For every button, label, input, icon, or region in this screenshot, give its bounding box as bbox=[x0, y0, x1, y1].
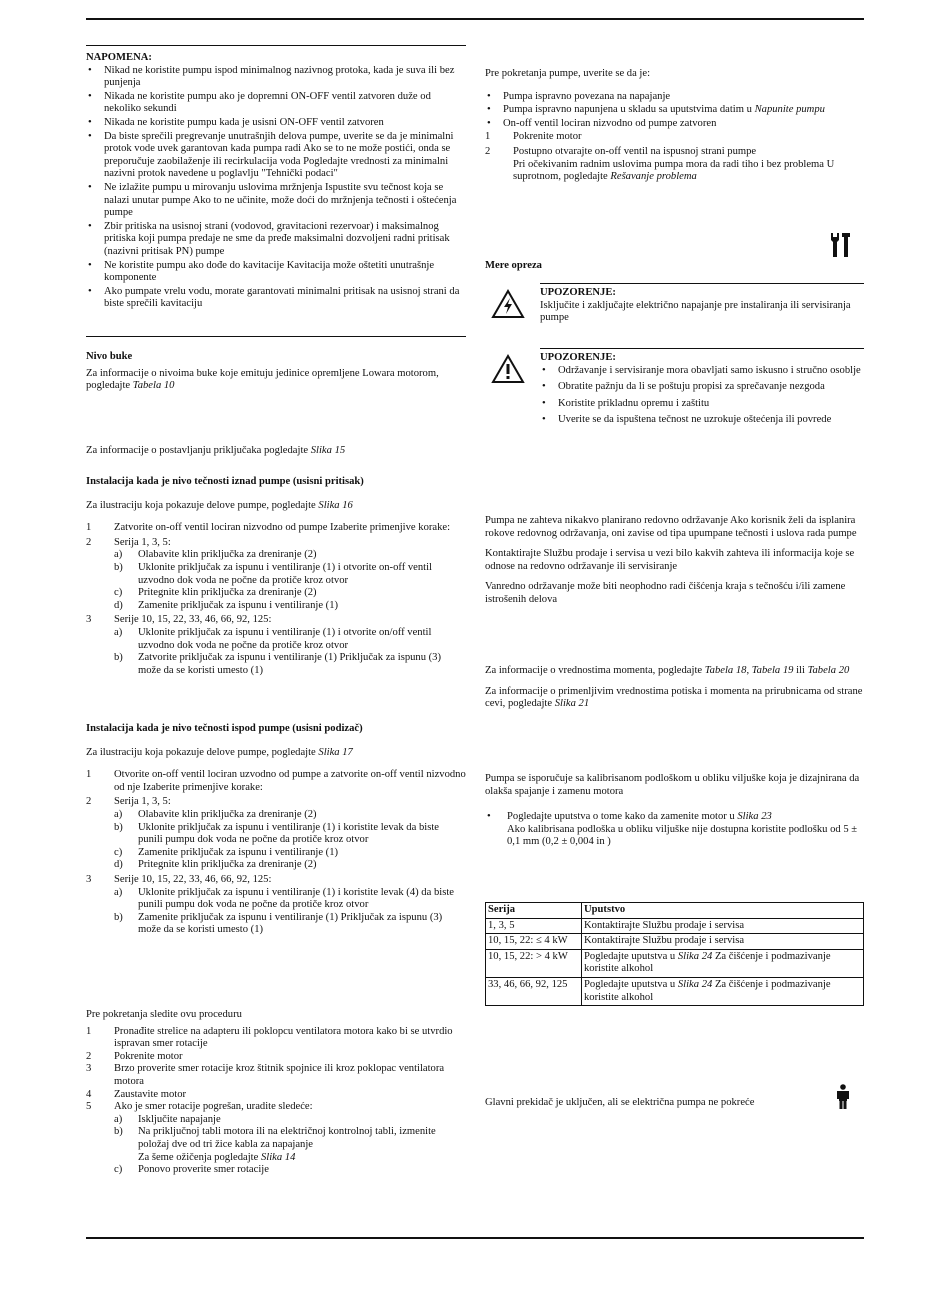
list-item: • Pumpa ispravno povezana na napajanje bbox=[485, 91, 864, 104]
list-item: • Održavanje i servisiranje mora obavljati samo iskusno i stručno osoblje bbox=[540, 365, 864, 378]
step: 1 Pokrenite motor bbox=[485, 131, 582, 143]
motor-p1: Pumpa se isporučuje sa kalibrisanom podloškom u obliku viljuške koja je dizajnirana da olakša spajanje i zamenu motora bbox=[485, 773, 860, 797]
step: 4 Zaustavite motor bbox=[86, 1088, 187, 1100]
general-warning-icon bbox=[491, 354, 525, 384]
warning-text: Isključite i zaključajte električno napajanje pre instaliranja ili servisiranja pumpe bbox=[540, 299, 851, 324]
figure-23-ref[interactable]: Slika 23 bbox=[737, 811, 772, 823]
torque-section bbox=[485, 665, 864, 711]
step: 5 Ako je smer rotacije pogrešan, uradite sledeće: bbox=[86, 1101, 313, 1113]
warning-list bbox=[540, 365, 864, 427]
sub-step: a) Olabavite klin priključka za dreniranje (2) bbox=[114, 808, 317, 820]
list-item: • Uverite se da ispuštena tečnost ne uzrokuje oštećenja ili povrede bbox=[540, 414, 864, 427]
install-above-section bbox=[86, 476, 466, 677]
table-row: 1, 3, 5 Kontaktirajte Službu prodaje i servisa bbox=[486, 918, 864, 934]
install-below-section bbox=[86, 723, 466, 937]
motor-section bbox=[485, 773, 864, 850]
troubleshooting-ref[interactable]: Rešavanje problema bbox=[610, 171, 697, 183]
list-item: • Da biste sprečili pregrevanje unutrašnjih delova pumpe, uverite se da je minimalni protok vode uvek garantovan kada pumpa radi Ako se to ne može postići, onda se preporučuje zaobilaženje ili recirkulacija voda Pogledajte vrednosti za minimalni nazivni protok navedene u poglavlju "Tehnički podaci" bbox=[86, 131, 466, 181]
step: 2 Serija 1, 3, 5: bbox=[86, 796, 171, 808]
connections-text: Za informacije o postavljanju priključaka pogledajte Slika 15 bbox=[86, 445, 346, 456]
noise-text: Za informacije o nivoima buke koje emituju jedinice opremljene Lowara motorom, pogledajte Tabela 10 bbox=[86, 367, 439, 392]
bottom-rule bbox=[86, 1237, 864, 1239]
install-above-title: Instalacija kada je nivo tečnosti iznad pumpe (usisni pritisak) bbox=[86, 476, 364, 487]
top-rule bbox=[86, 18, 864, 20]
step: 3 Brzo proverite smer rotacije kroz štitnik spojnice ili kroz poklopac ventilatora motora bbox=[86, 1063, 445, 1087]
list-item: • Pogledajte uputstva o tome kako da zamenite motor u Slika 23 Ako kalibrisana podloška u obliku viljuške nije dostupna koristite podlošku od 5 ± 0,1 mm (0,2 ± 0,004 in ) bbox=[485, 811, 864, 849]
sub-step: c) Ponovo proverite smer rotacije bbox=[114, 1164, 269, 1176]
warning-box-general bbox=[485, 348, 864, 473]
install-above-ref[interactable]: Slika 16 bbox=[318, 499, 353, 511]
list-item: • Ako pumpate vrelu vodu, morate garantovati minimalni pritisak na usisnoj strani da biste sprečili kavitaciju bbox=[86, 286, 466, 311]
sub-step: b) Uklonite priključak za ispunu i ventiliranje (1) i koristite levak da biste punili pumpu dok voda ne počne da protiče kroz otvor bbox=[114, 821, 439, 846]
table-18-ref[interactable]: Tabela 18 bbox=[704, 665, 747, 676]
step: 3 Serije 10, 15, 22, 33, 46, 66, 92, 125: bbox=[86, 873, 272, 885]
person-icon bbox=[836, 1084, 850, 1110]
sub-step: d) Pritegnite klin priključka za dreniranje (2) bbox=[114, 859, 317, 871]
start-list bbox=[485, 91, 864, 131]
figure-21-ref[interactable]: Slika 21 bbox=[554, 698, 590, 710]
list-item: • On-off ventil lociran nizvodno od pumpe zatvoren bbox=[485, 118, 864, 131]
sub-step: c) Pritegnite klin priključka za dreniranje (2) bbox=[114, 587, 317, 599]
safety-title: Mere opreza bbox=[485, 260, 542, 271]
table-header-row bbox=[486, 903, 864, 919]
sub-step: b) Na priključnoj tabli motora ili na električnoj kontrolnoj tabli, izmenite položaj dve od tri žice kabla za napajanje Za šeme ožičenja pogledajte Slika 14 bbox=[114, 1126, 436, 1163]
list-item: • Ne koristite pumpu ako dođe do kavitacije Kavitacija može oštetiti unutrašnje komponente bbox=[86, 260, 466, 285]
tools-icon bbox=[830, 232, 852, 258]
motor-list bbox=[485, 811, 864, 849]
list-item: • Koristite prikladnu opremu i zaštitu bbox=[540, 398, 864, 411]
sub-step: c) Zamenite priključak za ispunu i ventiliranje (1) bbox=[114, 846, 339, 858]
note-box bbox=[86, 45, 466, 337]
sub-step: b) Zatvorite priključak za ispunu i ventiliranje (1) Priključak za ispunu (3) može da se koristi umesto (1) bbox=[114, 652, 442, 676]
list-item: • Nikada ne koristite pumpu ako je dopremni ON-OFF ventil zatvoren duže od nekoliko sekundi bbox=[86, 91, 466, 116]
figure-24-ref[interactable]: Slika 24 bbox=[677, 978, 713, 990]
torque-p1: Za informacije o vrednostima momenta, pogledajte Tabela 18, Tabela 19 ili Tabela 20 bbox=[485, 665, 850, 676]
sub-step: a) Uklonite priključak za ispunu i ventiliranje (1) i koristite levak (4) da biste punili pumpu dok voda ne počne da protiče kroz otvor bbox=[114, 886, 454, 911]
sub-step: b) Uklonite priključak za ispunu i ventiliranje (1) i otvorite on-off ventil uzvodno dok voda ne počne da protiče kroz otvor bbox=[114, 561, 433, 586]
table-row: 10, 15, 22: > 4 kW Pogledajte uputstva u Slika 24 Za čišćenje i podmazivanje koristite alkohol bbox=[486, 949, 864, 977]
note-title: NAPOMENA: bbox=[86, 52, 152, 63]
table-header-cell: Uputstvo bbox=[582, 903, 864, 919]
table-row: 33, 46, 66, 92, 125 Pogledajte uputstva u Slika 24 Za čišćenje i podmazivanje koristite alkohol bbox=[486, 977, 864, 1005]
sub-step: a) Uklonite priključak za ispunu i ventiliranje (1) i otvorite on/off ventil uzvodno dok voda ne počne da protiče kroz otvor bbox=[114, 626, 432, 651]
note-list bbox=[86, 65, 466, 311]
maintenance-p2: Kontaktirajte Službu prodaje i servisa u vezi bilo kakvih zahteva ili informacija koje se odnose na redovno održavanje ili servisiranje bbox=[485, 548, 855, 572]
start-intro: Pre pokretanja pumpe, uverite se da je: bbox=[485, 68, 651, 79]
list-item: • Ne izlažite pumpu u mirovanju uslovima mržnjenja Ispustite svu tečnost koja se nalazi unutar pumpe Ako to ne učinite, može doći do mržnjenja tečnosti i oštećenja pumpe bbox=[86, 182, 466, 220]
figure-24-ref[interactable]: Slika 24 bbox=[677, 950, 713, 962]
connections-ref[interactable]: Slika 15 bbox=[310, 445, 346, 456]
lubrication-table bbox=[485, 902, 864, 1006]
wiring-ref[interactable]: Slika 14 bbox=[260, 1151, 296, 1163]
list-item: • Nikada ne koristite pumpu kada je usisni ON-OFF ventil zatvoren bbox=[86, 117, 466, 130]
list-item: • Pumpa ispravno napunjena u skladu sa uputstvima datim u Napunite pumpu bbox=[485, 104, 864, 117]
list-item: • Zbir pritiska na usisnoj strani (vodovod, gravitacioni rezervoar) i maksimalnog pritiska koji pumpa predaje ne sme da pređe maksimalni dozvoljeni radni pritisak (nazivni pritisak PN) pumpe bbox=[86, 221, 466, 259]
step: 1 Zatvorite on-off ventil lociran nizvodno od pumpe Izaberite primenjive korake: bbox=[86, 522, 451, 534]
step: 1 Otvorite on-off ventil lociran uzvodno od pumpe a zatvorite on-off ventil nizvodno od nje Izaberite primenjive korake: bbox=[86, 769, 466, 793]
table-header-cell: Serija bbox=[486, 903, 582, 919]
sub-step: a) Olabavite klin priključka za dreniranje (2) bbox=[114, 549, 317, 561]
noise-ref[interactable]: Tabela 10 bbox=[132, 380, 175, 392]
warning-title: UPOZORENJE: bbox=[540, 352, 616, 363]
sub-step: a) Isključite napajanje bbox=[114, 1113, 221, 1125]
warning-box-electric bbox=[485, 283, 864, 333]
step: 1 Pronađite strelice na adapteru ili poklopcu ventilatora motora kako bi se utvrdio ispravan smer rotacije bbox=[86, 1025, 453, 1050]
rotation-section bbox=[86, 1009, 466, 1177]
sub-step: d) Zamenite priključak za ispunu i ventiliranje (1) bbox=[114, 599, 339, 611]
torque-p2: Za informacije o primenljivim vrednostima potiska i momenta na prirubnicama od strane cevi, pogledajte Slika 21 bbox=[485, 685, 863, 710]
start-section bbox=[485, 68, 864, 184]
rotation-intro: Pre pokretanja sledite ovu proceduru bbox=[86, 1009, 242, 1020]
step: 2 Serija 1, 3, 5: bbox=[86, 536, 171, 548]
table-19-ref[interactable]: Tabela 19 bbox=[751, 665, 794, 676]
list-item: • Nikad ne koristite pumpu ispod minimalnog nazivnog protoka, kada je suva ili bez punjenja bbox=[86, 65, 466, 90]
noise-section bbox=[86, 351, 466, 393]
troubleshooting-text: Glavni prekidač je uključen, ali se električna pumpa ne pokreće bbox=[485, 1097, 755, 1108]
sub-step: b) Zamenite priključak za ispunu i ventiliranje (1) Priključak za ispunu (3) može da se koristi umesto (1) bbox=[114, 911, 443, 936]
list-item: • Obratite pažnju da li se poštuju propisi za sprečavanje nezgoda bbox=[540, 381, 864, 394]
maintenance-p3: Vanredno održavanje može biti neophodno radi čišćenja kraja s tečnošću i/ili zamene istrošenih delova bbox=[485, 581, 846, 605]
table-row: 10, 15, 22: ≤ 4 kW Kontaktirajte Službu prodaje i servisa bbox=[486, 934, 864, 950]
install-below-intro: Za ilustraciju koja pokazuje delove pumpe, pogledajte Slika 17 bbox=[86, 746, 353, 758]
table-20-ref[interactable]: Tabela 20 bbox=[807, 665, 850, 676]
step: 2 Pokrenite motor bbox=[86, 1050, 183, 1062]
warning-title: UPOZORENJE: bbox=[540, 287, 616, 298]
step: 2 Postupno otvarajte on-off ventil na ispusnoj strani pumpe Pri očekivanim radnim uslovima pumpa mora da radi tiho i bez problema U suprotnom, pogledajte Rešavanje problema bbox=[485, 145, 835, 183]
maintenance-p1: Pumpa ne zahteva nikakvo planirano redovno održavanje Ako korisnik želi da isplanira rokove redovnog održavanja, oni zavise od tipa upumpane tečnosti i uslova rada pumpe bbox=[485, 515, 857, 539]
install-below-ref[interactable]: Slika 17 bbox=[318, 746, 353, 758]
step: 3 Serije 10, 15, 22, 33, 46, 66, 92, 125: bbox=[86, 614, 272, 626]
install-above-intro: Za ilustraciju koja pokazuje delove pumpe, pogledajte Slika 16 bbox=[86, 499, 353, 511]
maintenance-section bbox=[485, 515, 864, 607]
noise-title: Nivo buke bbox=[86, 351, 133, 362]
install-below-title: Instalacija kada je nivo tečnosti ispod pumpe (usisni podizač) bbox=[86, 723, 363, 734]
fill-pump-ref[interactable]: Napunite pumpu bbox=[754, 104, 825, 116]
electric-hazard-icon bbox=[491, 289, 525, 319]
